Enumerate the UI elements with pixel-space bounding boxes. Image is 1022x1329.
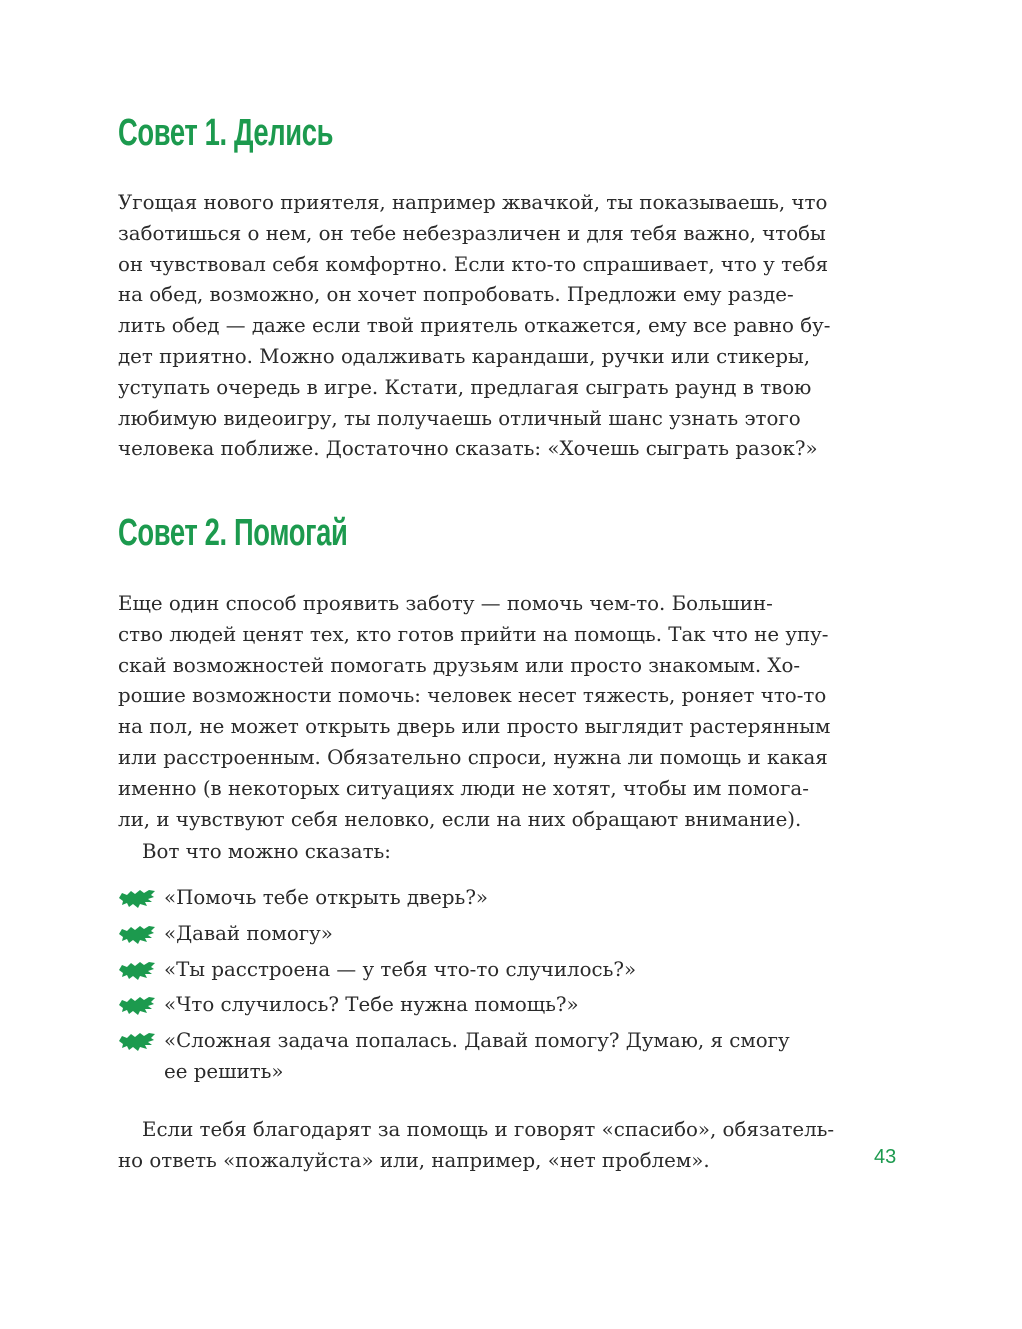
list-item-text: «Ты расстроена — у тебя что-то случилось?» xyxy=(164,957,637,981)
green-brush-stroke-icon xyxy=(118,889,156,909)
paragraph-line: рошие возможности помочь: человек несет тяжесть, роняет что-то xyxy=(118,684,827,708)
paragraph-line: Если тебя благодарят за помощь и говорят «спасибо», обязатель- xyxy=(142,1118,835,1141)
paragraph-line: заботишься о нем, он тебе небезразличен и для тебя важно, чтобы xyxy=(118,221,826,245)
list-intro xyxy=(142,837,768,868)
paragraph-line: уступать очередь в игре. Кстати, предлагая сыграть раунд в твою xyxy=(118,375,812,399)
paragraph-line: именно (в некоторых ситуациях люди не хотят, чтобы им помога- xyxy=(118,776,809,800)
paragraph-line: ли, и чувствуют себя неловко, если на них обращают внимание). xyxy=(118,807,802,831)
list-item xyxy=(118,919,768,950)
section-help-paragraph xyxy=(118,589,831,835)
paragraph-line: любимую видеоигру, ты получаешь отличный шанс узнать этого xyxy=(118,406,801,430)
paragraph-line: Еще один способ проявить заботу — помочь чем-то. Большин- xyxy=(118,592,773,615)
paragraph-line: Угощая нового приятеля, например жвачкой, ты показываешь, что xyxy=(118,191,828,214)
page-number: 43 xyxy=(874,1146,897,1168)
paragraph-line: на обед, возможно, он хочет попробовать. Предложи ему разде- xyxy=(118,283,794,307)
closing-paragraph xyxy=(118,1115,835,1177)
paragraph-line: дет приятно. Можно одалживать карандаши, ручки или стикеры, xyxy=(118,344,811,368)
list-item xyxy=(118,990,768,1021)
paragraph-line: ство людей ценят тех, кто готов прийти на помощь. Так что не упу- xyxy=(118,622,829,646)
paragraph-line: на пол, не может открыть дверь или просто выглядит растерянным xyxy=(118,715,831,739)
list-item xyxy=(118,955,768,986)
paragraph-line: он чувствовал себя комфортно. Если кто-то спрашивает, что у тебя xyxy=(118,252,829,276)
list-item xyxy=(118,1026,790,1088)
green-brush-stroke-icon xyxy=(118,961,156,981)
paragraph-line: Вот что можно сказать: xyxy=(142,840,391,863)
list-item-text: «Что случилось? Тебе нужна помощь?» xyxy=(164,993,579,1017)
section-heading-help: Совет 2. Помогай xyxy=(118,512,348,554)
green-brush-stroke-icon xyxy=(118,1032,156,1052)
list-item-text: «Сложная задача попалась. Давай помогу? Думаю, я смогу xyxy=(164,1029,790,1053)
list-item xyxy=(118,883,768,914)
green-brush-stroke-icon xyxy=(118,925,156,945)
section-share-paragraph xyxy=(118,188,831,465)
list-item-text: «Помочь тебе открыть дверь?» xyxy=(164,886,489,909)
green-brush-stroke-icon xyxy=(118,996,156,1016)
list-item-text: ее решить» xyxy=(164,1059,284,1083)
paragraph-line: или расстроенным. Обязательно спроси, нужна ли помощь и какая xyxy=(118,745,828,769)
paragraph-line: скай возможностей помогать друзьям или просто знакомым. Хо- xyxy=(118,653,801,677)
phrase-list xyxy=(118,883,790,1093)
list-item-text: «Давай помогу» xyxy=(164,921,333,945)
paragraph-line: лить обед — даже если твой приятель откажется, ему все равно бу- xyxy=(118,314,831,338)
paragraph-line: человека поближе. Достаточно сказать: «Хочешь сыграть разок?» xyxy=(118,437,818,461)
section-heading-share: Совет 1. Делись xyxy=(118,112,334,154)
paragraph-line: но ответь «пожалуйста» или, например, «нет проблем». xyxy=(118,1148,710,1172)
